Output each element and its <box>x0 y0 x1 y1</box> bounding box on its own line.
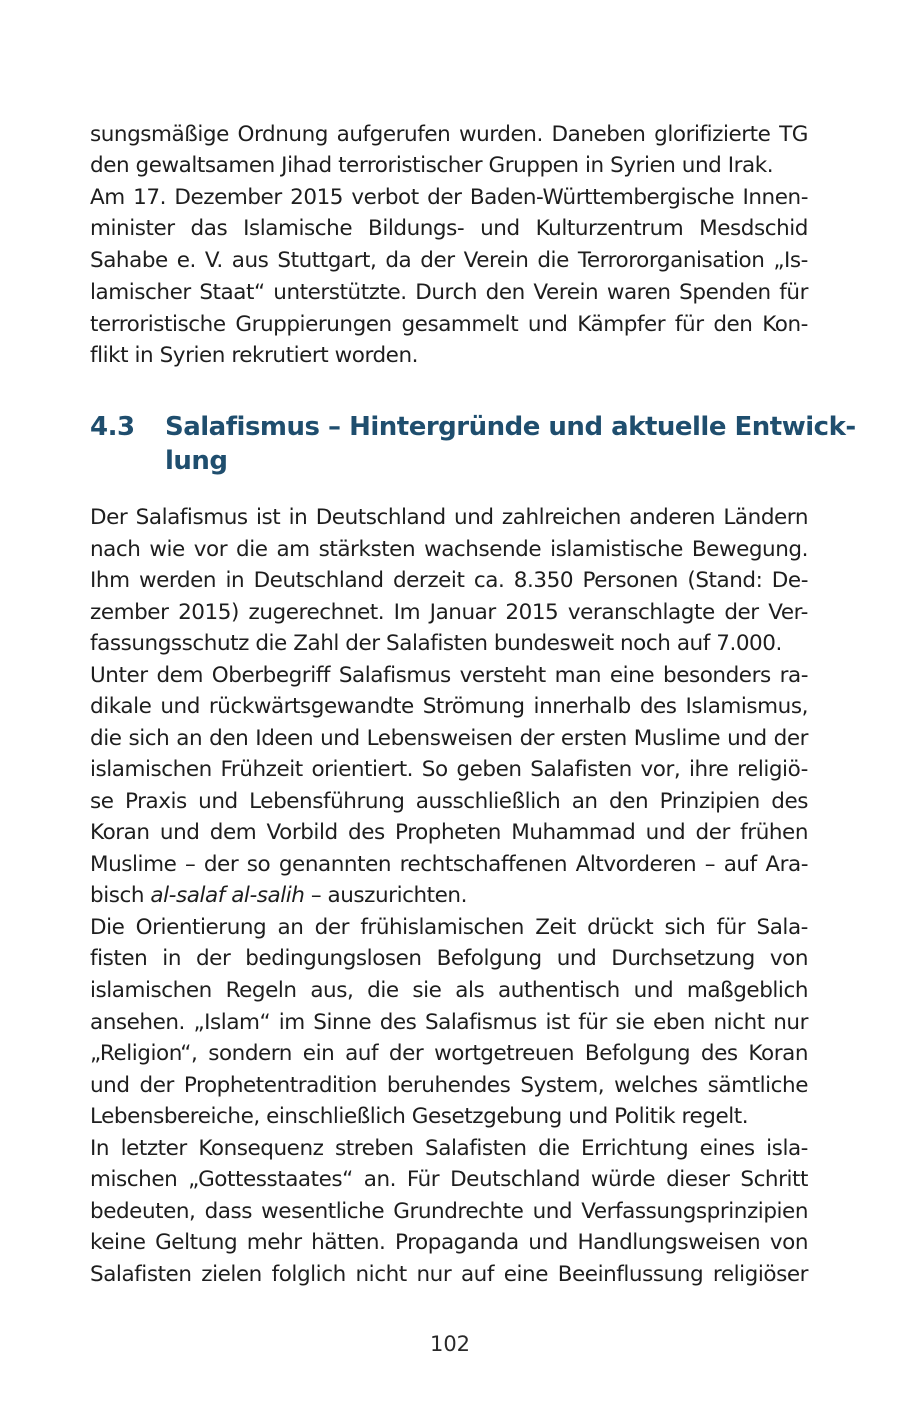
body-line: dikale und rückwärtsgewandte Strömung innerhalb des Islamismus, <box>90 694 808 719</box>
body-line: und der Prophetentradition beruhendes System, welches sämtliche <box>90 1073 808 1098</box>
body-line: Am 17. Dezember 2015 verbot der Baden-Württembergische Innen- <box>90 185 808 210</box>
body-line: mischen „Gottesstaates“ an. Für Deutschland würde dieser Schritt <box>90 1167 808 1192</box>
text-run: bisch <box>90 883 151 908</box>
body-line: fisten in der bedingungslosen Befolgung und Durchsetzung von <box>90 946 808 971</box>
body-line: Salafisten zielen folglich nicht nur auf eine Beeinflussung religiöser <box>90 1262 808 1287</box>
body-line: bedeuten, dass wesentliche Grundrechte und Verfassungsprinzipien <box>90 1199 808 1224</box>
body-line: Sahabe e. V. aus Stuttgart, da der Verein die Terrororganisation „Is- <box>90 248 808 273</box>
body-line: ansehen. „Islam“ im Sinne des Salafismus ist für sie eben nicht nur <box>90 1010 808 1035</box>
page-number: 102 <box>429 1332 471 1356</box>
body-line: „Religion“, sondern ein auf der wortgetreuen Befolgung des Koran <box>90 1041 808 1066</box>
italic-term: al-salaf al-salih <box>150 883 305 908</box>
body-line: islamischen Regeln aus, die sie als authentisch und maßgeblich <box>90 978 808 1003</box>
body-line: minister das Islamische Bildungs- und Kulturzentrum Mesdschid <box>90 216 808 241</box>
body-line: terroristische Gruppierungen gesammelt und Kämpfer für den Kon- <box>90 312 808 337</box>
body-line: Lebensbereiche, einschließlich Gesetzgebung und Politik regelt. <box>90 1104 749 1129</box>
body-line <box>90 880 808 911</box>
body-line: islamischen Frühzeit orientiert. So geben Salafisten vor, ihre religiö- <box>90 757 808 782</box>
text-run: – auszurichten. <box>304 883 467 908</box>
body-line: Die Orientierung an der frühislamischen Zeit drückt sich für Sala- <box>90 915 808 940</box>
body-line: Der Salafismus ist in Deutschland und zahlreichen anderen Ländern <box>90 505 808 530</box>
body-line: nach wie vor die am stärksten wachsende islamistische Bewegung. <box>90 537 808 562</box>
body-line: zember 2015) zugerechnet. Im Januar 2015 veranschlagte der Ver- <box>90 600 808 625</box>
body-line: se Praxis und Lebensführung ausschließlich an den Prinzipien des <box>90 789 808 814</box>
section-title: Salafismus – Hintergründe und aktuelle Entwick- <box>165 412 856 442</box>
body-line: Koran und dem Vorbild des Propheten Muhammad und der frühen <box>90 820 808 845</box>
section-number: 4.3 <box>90 412 135 442</box>
body-line: sungsmäßige Ordnung aufgerufen wurden. Daneben glorifizierte TG <box>90 122 808 147</box>
body-line: Ihm werden in Deutschland derzeit ca. 8.350 Personen (Stand: De- <box>90 568 808 593</box>
body-line: Unter dem Oberbegriff Salafismus versteht man eine besonders ra- <box>90 663 808 688</box>
body-line: die sich an den Ideen und Lebensweisen der ersten Muslime und der <box>90 726 808 751</box>
body-line: den gewaltsamen Jihad terroristischer Gruppen in Syrien und Irak. <box>90 153 774 178</box>
section-title-continued: lung <box>165 446 228 476</box>
body-line: keine Geltung mehr hätten. Propaganda und Handlungsweisen von <box>90 1230 808 1255</box>
body-line: Muslime – der so genannten rechtschaffenen Altvorderen – auf Ara- <box>90 852 808 877</box>
body-line: flikt in Syrien rekrutiert worden. <box>90 343 419 368</box>
body-line: lamischer Staat“ unterstützte. Durch den Verein waren Spenden für <box>90 280 808 305</box>
body-line: fassungsschutz die Zahl der Salafisten bundesweit noch auf 7.000. <box>90 631 782 656</box>
body-line: In letzter Konsequenz streben Salafisten die Errichtung eines isla- <box>90 1136 808 1161</box>
